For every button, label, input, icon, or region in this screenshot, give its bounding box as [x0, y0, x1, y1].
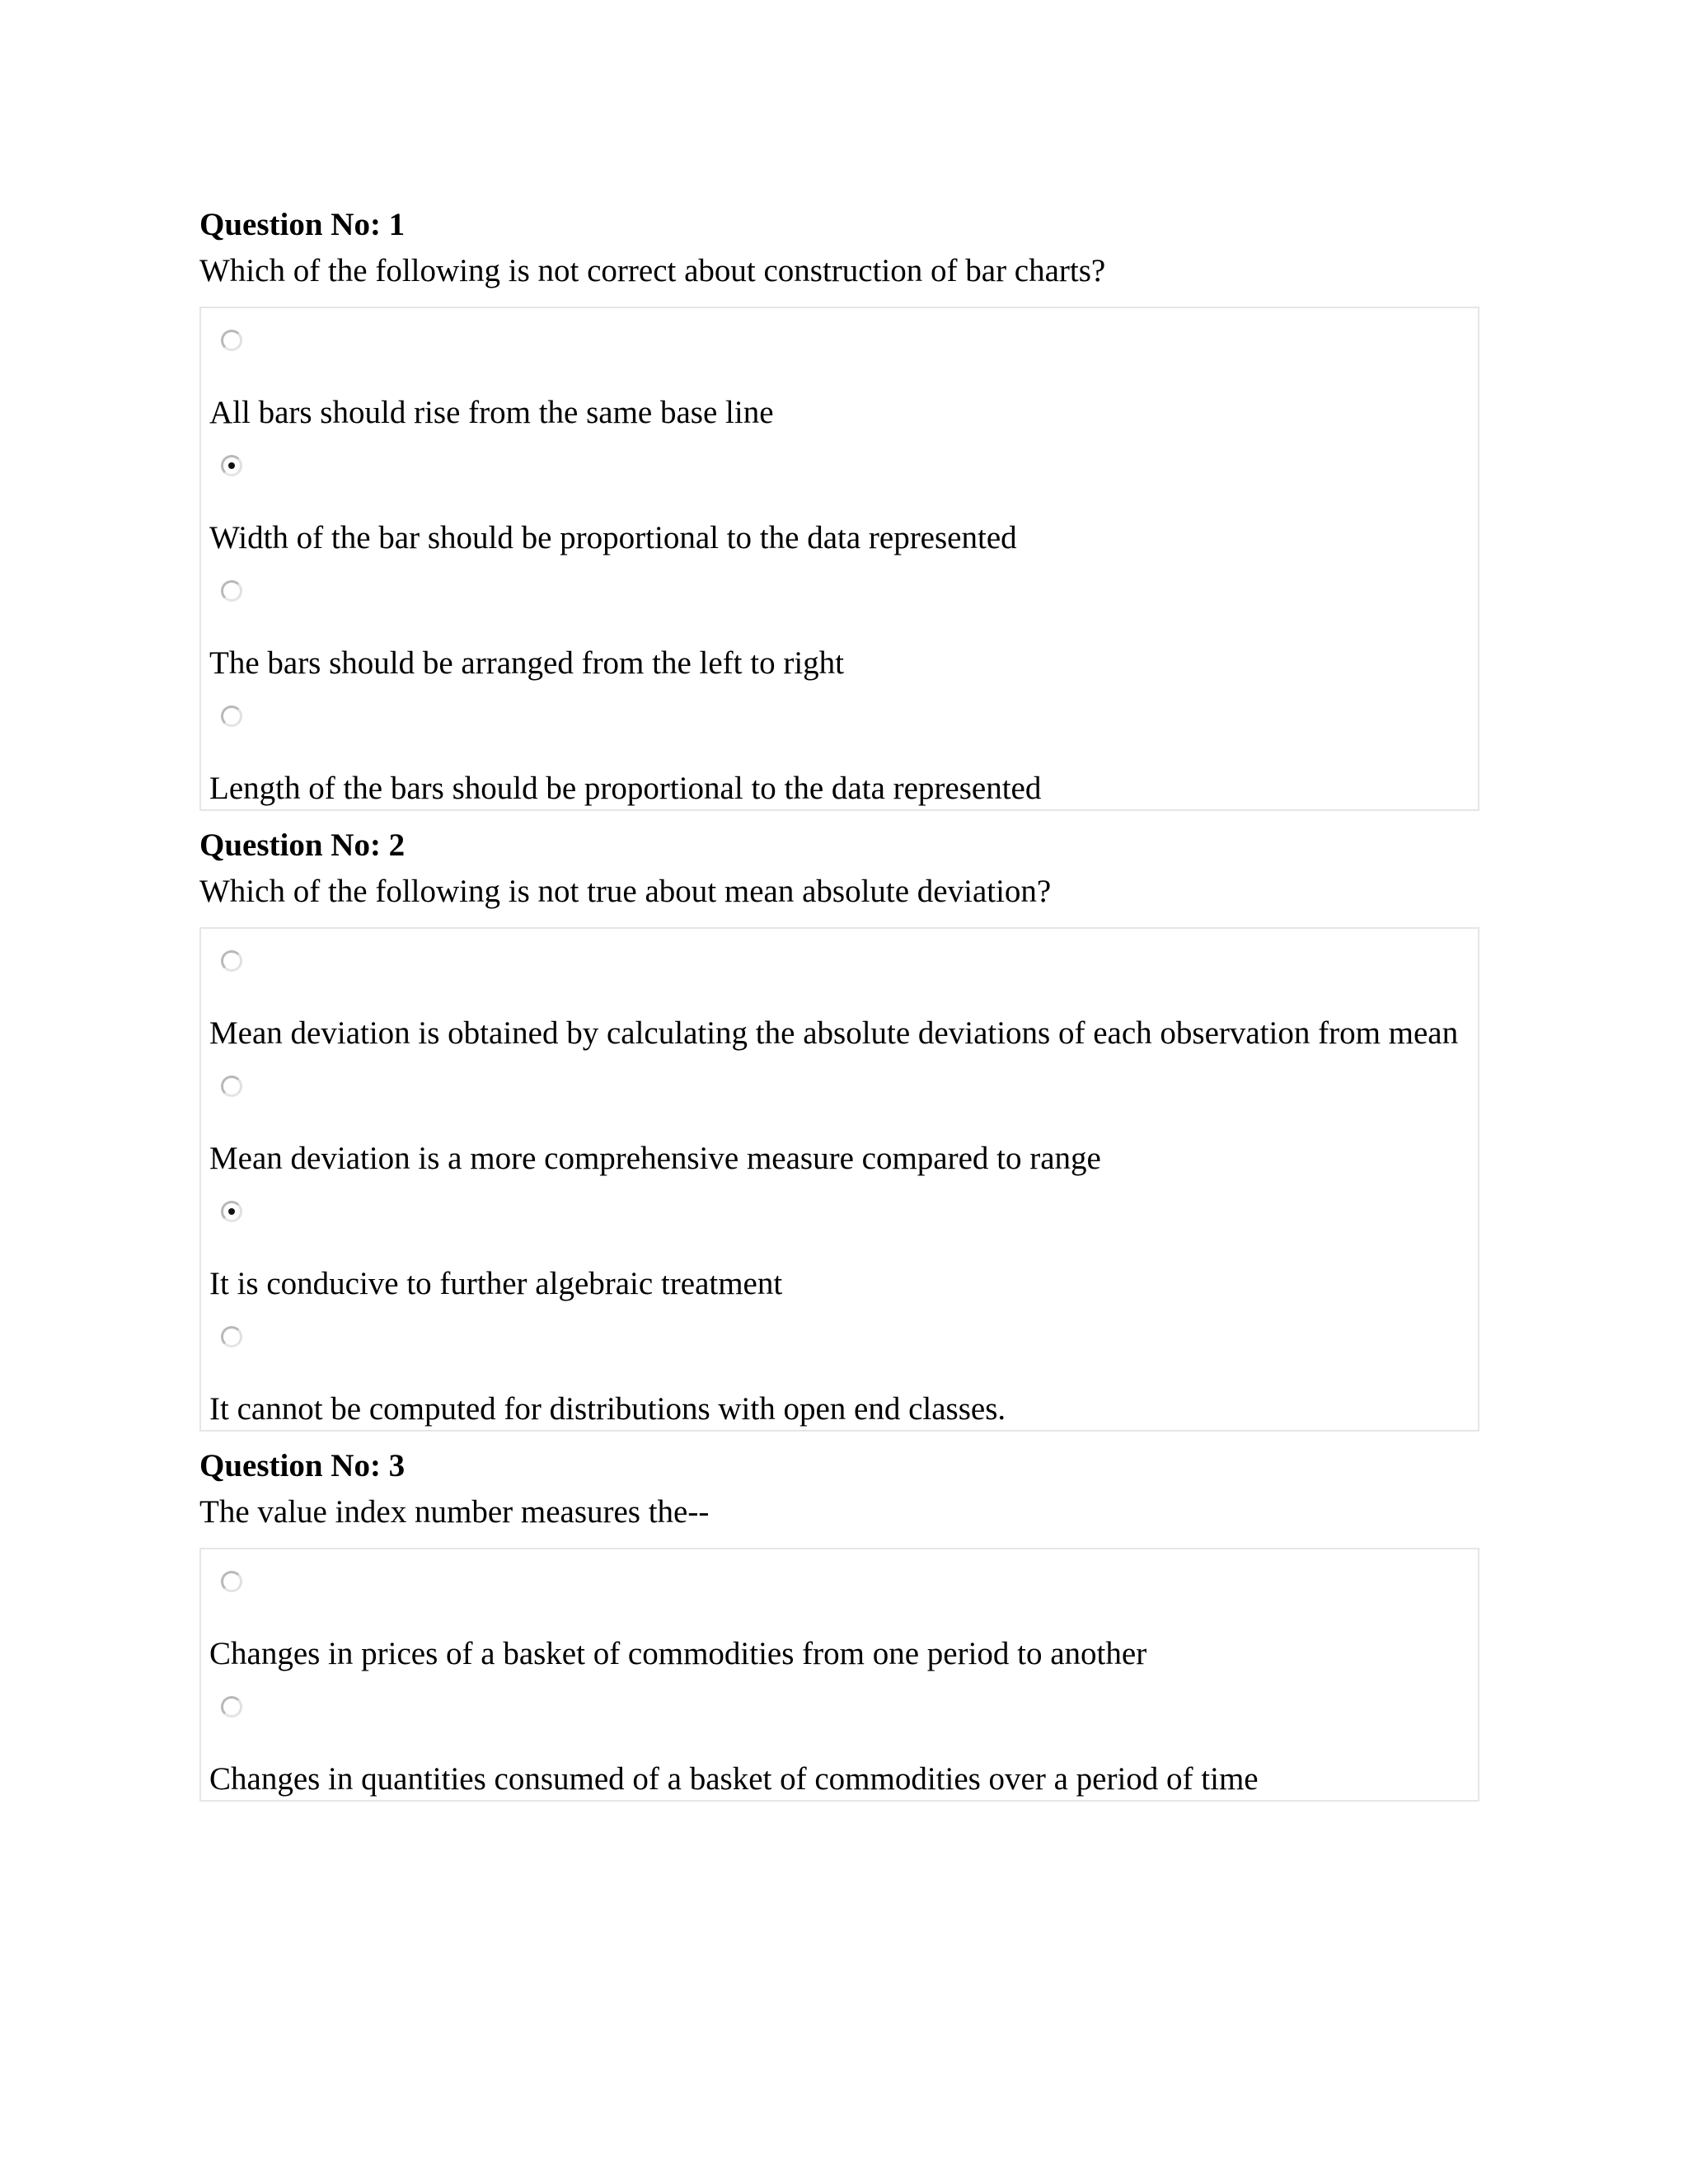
options-box [199, 307, 1479, 811]
question-text: Which of the following is not true about mean absolute deviation? [199, 874, 1052, 909]
radio-button[interactable] [221, 1696, 242, 1718]
radio-button[interactable] [221, 580, 242, 602]
question-1 [199, 202, 1479, 811]
option-label: Mean deviation is obtained by calculating the absolute deviations of each observation from mean [209, 1015, 1459, 1051]
option-3[interactable] [209, 559, 1470, 684]
option-4[interactable] [209, 684, 1470, 809]
option-label: Changes in quantities consumed of a basket of commodities over a period of time [209, 1761, 1259, 1797]
option-1[interactable] [209, 1549, 1470, 1675]
option-label: Width of the bar should be proportional to the data represented [209, 520, 1017, 555]
option-3[interactable] [209, 1179, 1470, 1305]
question-3 [199, 1443, 1479, 1802]
question-title: Question No: 1 [199, 207, 406, 242]
radio-button[interactable] [221, 330, 242, 351]
option-1[interactable] [209, 929, 1470, 1054]
radio-button[interactable] [221, 1076, 242, 1097]
option-2[interactable] [209, 1675, 1470, 1800]
option-label: It cannot be computed for distributions with open end classes. [209, 1391, 1006, 1427]
options-box [199, 927, 1479, 1432]
option-1[interactable] [209, 308, 1470, 434]
option-2[interactable] [209, 1054, 1470, 1179]
question-title: Question No: 3 [199, 1448, 406, 1483]
question-text: The value index number measures the-- [199, 1494, 710, 1530]
options-box [199, 1548, 1479, 1802]
option-label: Changes in prices of a basket of commodities from one period to another [209, 1636, 1147, 1671]
option-2[interactable] [209, 434, 1470, 559]
radio-button[interactable] [221, 1571, 242, 1592]
quiz-page [199, 202, 1479, 1802]
radio-button[interactable] [221, 455, 242, 476]
question-2 [199, 823, 1479, 1432]
option-label: All bars should rise from the same base line [209, 395, 774, 430]
option-label: It is conducive to further algebraic treatment [209, 1266, 783, 1301]
question-text: Which of the following is not correct about construction of bar charts? [199, 253, 1106, 288]
option-4[interactable] [209, 1305, 1470, 1430]
option-label: Mean deviation is a more comprehensive measure compared to range [209, 1141, 1101, 1176]
radio-button[interactable] [221, 1326, 242, 1347]
radio-button[interactable] [221, 705, 242, 727]
option-label: The bars should be arranged from the left to right [209, 645, 845, 681]
question-title: Question No: 2 [199, 827, 406, 863]
radio-button[interactable] [221, 1201, 242, 1222]
option-label: Length of the bars should be proportional to the data represented [209, 771, 1042, 806]
radio-button[interactable] [221, 950, 242, 972]
